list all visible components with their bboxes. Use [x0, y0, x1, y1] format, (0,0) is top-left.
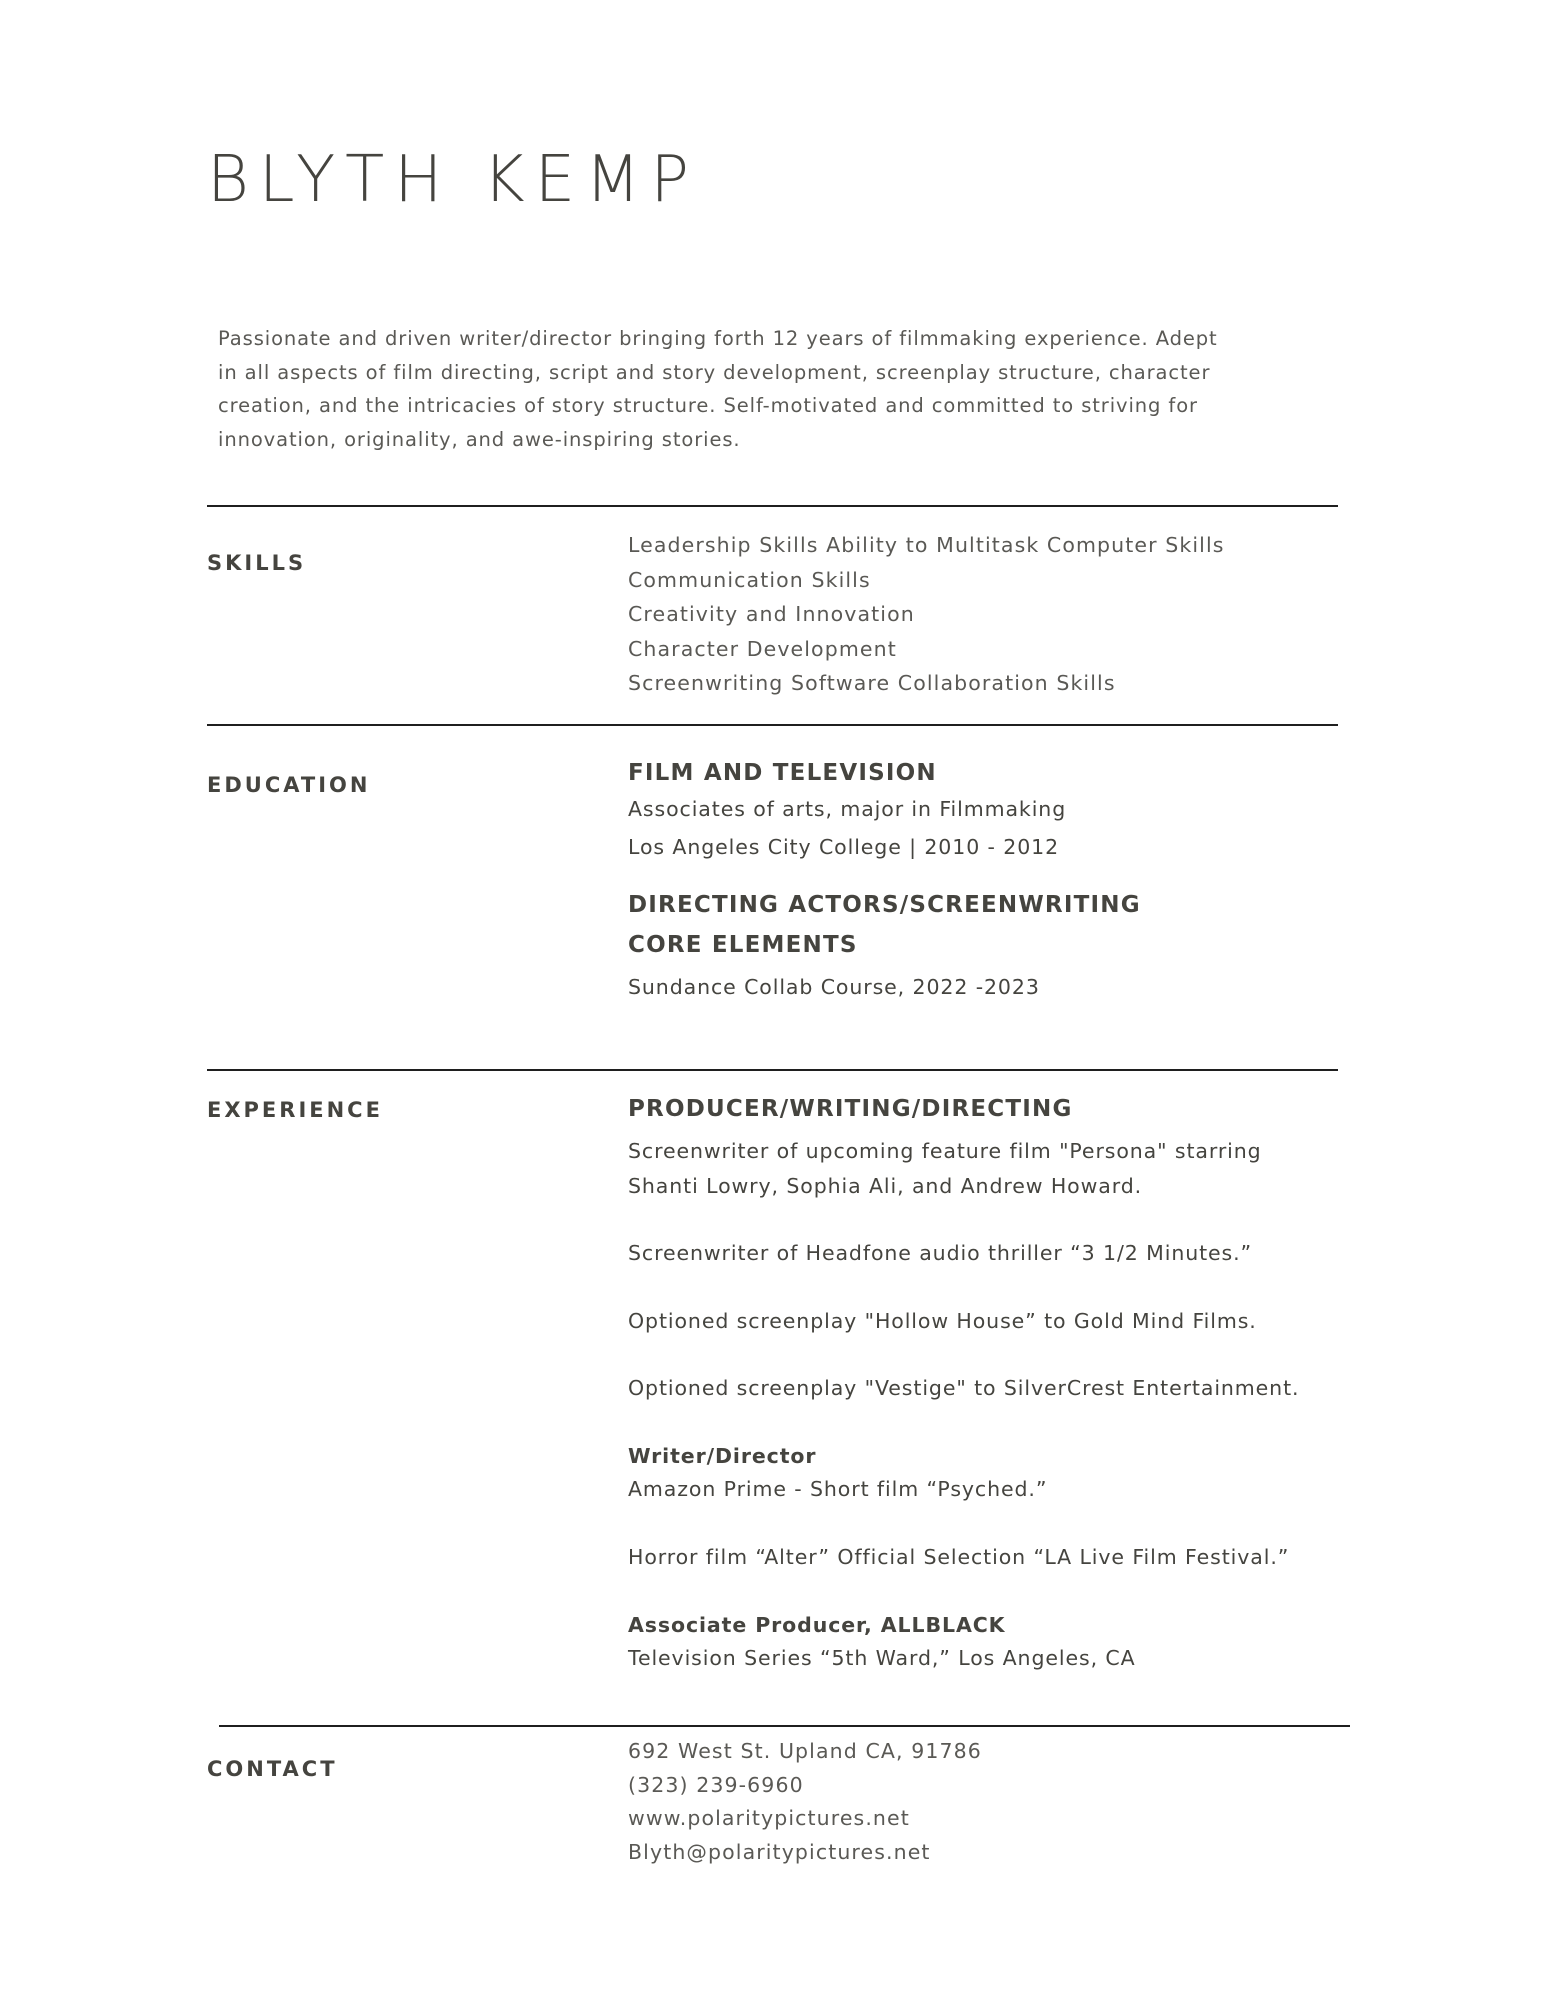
section-label-experience: EXPERIENCE: [207, 1098, 383, 1122]
profile-summary: [218, 322, 1338, 456]
summary-line: innovation, originality, and awe-inspiring stories.: [218, 427, 741, 451]
section-label-contact: CONTACT: [207, 1757, 338, 1781]
experience-role: Writer/Director: [628, 1444, 817, 1468]
experience-item: Optioned screenplay "Vestige" to SilverCrest Entertainment.: [628, 1376, 1300, 1400]
section-divider: [207, 1069, 1338, 1071]
section-label-skills: SKILLS: [207, 551, 307, 575]
experience-item: Shanti Lowry, Sophia Ali, and Andrew Howard.: [628, 1174, 1143, 1198]
education-detail: Los Angeles City College | 2010 - 2012: [628, 835, 1060, 859]
contact-address: 692 West St. Upland CA, 91786: [628, 1739, 982, 1763]
skill-item: Screenwriting Software Collaboration Skills: [628, 671, 1116, 695]
contact-phone: (323) 239-6960: [628, 1772, 804, 1797]
education-title: [628, 885, 1348, 965]
section-label-education: EDUCATION: [207, 773, 371, 797]
experience-item: Screenwriter of upcoming feature film "Persona" starring: [628, 1139, 1262, 1163]
skill-item: Communication Skills: [628, 567, 871, 592]
experience-item: Optioned screenplay "Hollow House” to Gold Mind Films.: [628, 1309, 1257, 1333]
education-title-line: CORE ELEMENTS: [628, 932, 858, 958]
skill-item: Creativity and Innovation: [628, 602, 915, 626]
section-divider: [207, 724, 1338, 726]
contact-email[interactable]: Blyth@polaritypictures.net: [628, 1839, 931, 1864]
education-detail: Sundance Collab Course, 2022 -2023: [628, 975, 1040, 999]
experience-item: Horror film “Alter” Official Selection “LA Live Film Festival.”: [628, 1545, 1290, 1569]
summary-line: Passionate and driven writer/director bringing forth 12 years of filmmaking experience. Adept: [218, 327, 1218, 350]
summary-line: creation, and the intricacies of story structure. Self-motivated and committed to striving for: [218, 394, 1198, 417]
experience-title: PRODUCER/WRITING/DIRECTING: [628, 1096, 1073, 1122]
education-title-line: DIRECTING ACTORS/SCREENWRITING: [628, 892, 1141, 918]
experience-role: Associate Producer, ALLBLACK: [628, 1613, 1006, 1637]
section-divider: [219, 1725, 1350, 1727]
skill-item: Leadership Skills Ability to Multitask Computer Skills: [628, 533, 1225, 557]
education-details: [628, 790, 1348, 866]
education-detail: Associates of arts, major in Filmmaking: [628, 797, 1067, 821]
skills-list: [628, 528, 1348, 701]
section-divider: [207, 505, 1338, 507]
contact-website[interactable]: www.polaritypictures.net: [628, 1806, 910, 1830]
candidate-name: BLYTH KEMP: [207, 143, 699, 217]
skill-item: Character Development: [628, 636, 897, 661]
experience-item: Amazon Prime - Short film “Psyched.”: [628, 1477, 1048, 1501]
education-title: FILM AND TELEVISION: [628, 760, 937, 786]
experience-item: Television Series “5th Ward,” Los Angeles, CA: [628, 1646, 1136, 1670]
contact-list: [628, 1735, 1348, 1869]
experience-item: Screenwriter of Headfone audio thriller “3 1/2 Minutes.”: [628, 1241, 1253, 1265]
summary-line: in all aspects of film directing, script and story development, screenplay structure, character: [218, 360, 1211, 384]
